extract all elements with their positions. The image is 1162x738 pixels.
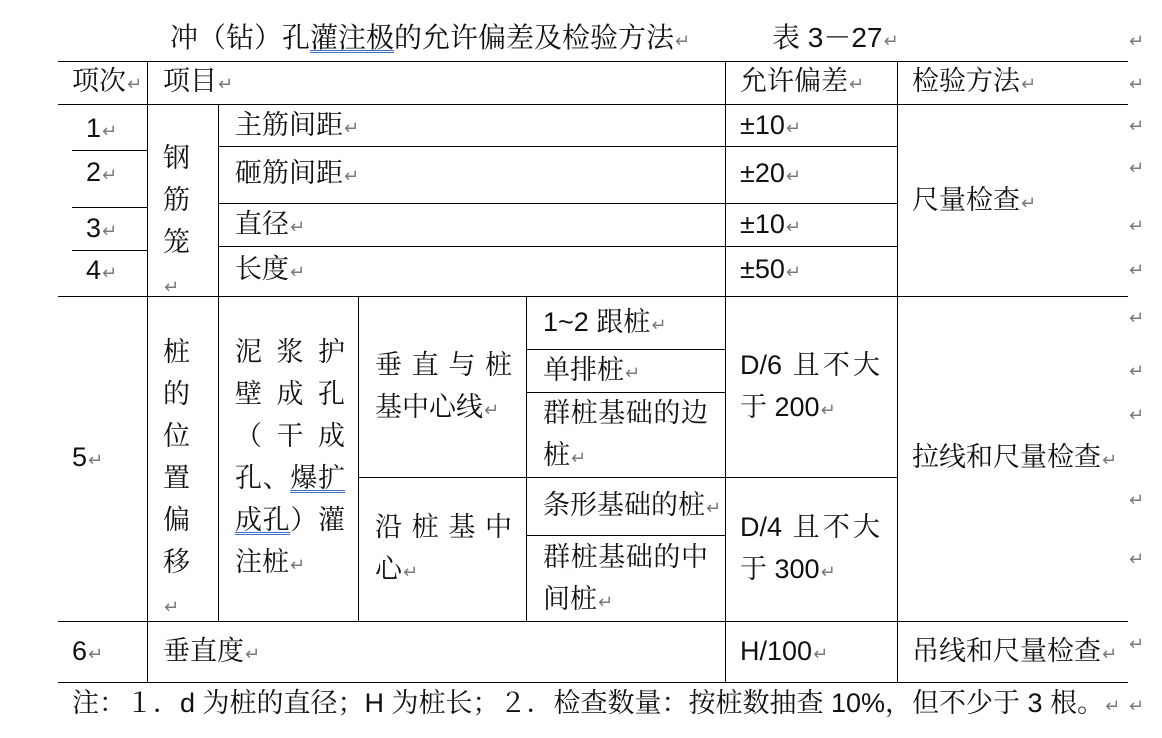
direction-2-label [375,506,512,594]
row-3-tolerance: ±10 ↵ [740,203,801,249]
text-line: 移 ↵ [163,541,193,629]
text-line: D/6 且不大 [740,350,880,380]
text-line: 桩 [163,337,190,367]
row-2-tolerance: ±20 ↵ [740,152,801,198]
table-rule-vertical [218,104,219,621]
text-line: 间桩 ↵ [543,578,708,624]
row-5-number: 5 ↵ [72,436,103,482]
end-of-row-mark [1128,476,1148,518]
position-group-label [163,331,193,629]
header-method: 检验方法 ↵ [912,60,1036,106]
row-4-number: 4 ↵ [86,249,117,295]
text-line: 群桩基础的边 [543,398,708,428]
row-6-tolerance: H/100 ↵ [740,630,828,676]
row-2-item: 砸筋间距 ↵ [235,152,359,198]
end-of-row-mark [1128,144,1148,186]
text-line: 于 200 ↵ [740,386,880,432]
text-line: 偏 [163,505,190,535]
text-line: 位 [163,421,190,451]
row-3-number: 3 ↵ [86,207,117,253]
direction-1-label [375,344,512,432]
end-of-row-mark [1128,535,1148,577]
text-line: 壁成孔 [235,379,345,409]
table-number: 表 3－27 ↵ [772,17,899,63]
pile-type [235,331,345,587]
row-6-number: 6 ↵ [72,630,103,676]
end-of-paragraph-mark [1128,682,1148,724]
end-of-row-mark [1128,620,1148,662]
direction-2-case-2 [543,536,708,624]
proofing-underline: 爆扩 [290,463,346,493]
row-2-number: 2 ↵ [86,151,117,197]
text-line: 置 [163,463,190,493]
table-rule-vertical [147,61,148,682]
row-3-item: 直径 ↵ [235,203,305,249]
end-of-row-mark [1128,347,1148,389]
row-1-tolerance: ±10 ↵ [740,104,801,150]
text-line: 群桩基础的中 [543,542,708,572]
text-line: 孔、爆扩 [235,463,346,493]
text-line: 钢 [163,143,190,173]
proofing-underline: 成孔 [235,505,291,535]
text-line: 心 ↵ [375,548,512,594]
text-line: 筋 [163,185,190,215]
cage-group-method: 尺量检查 ↵ [912,179,1036,225]
row-4-tolerance: ±50 ↵ [740,248,801,294]
text-line: D/4 且不大 [740,512,880,542]
row-6-method: 吊线和尺量检查 ↵ [912,630,1117,676]
header-item: 项目 ↵ [163,60,233,106]
row-1-number: 1 ↵ [86,107,117,153]
end-of-row-mark [1128,102,1148,144]
text-line: 沿桩基中 [375,512,512,542]
row-6-item: 垂直度 ↵ [163,630,260,676]
text-line: 垂直与桩 [375,350,512,380]
direction-1-case-3 [543,392,708,480]
position-group-method: 拉线和尺量检查 ↵ [912,436,1117,482]
row-1-item: 主筋间距 ↵ [235,104,359,150]
table-title: 冲（钻）孔灌注极的允许偏差及检验方法 ↵ [170,17,690,63]
table-rule-vertical [526,296,527,621]
direction-1-tolerance [740,344,880,432]
cage-group-label [163,137,193,309]
header-tolerance: 允许偏差 ↵ [740,60,864,106]
proofing-underline: 灌注极 [310,22,395,53]
text-line: 桩 ↵ [543,434,708,480]
table-rule-vertical [725,61,726,682]
end-of-row-mark [1128,391,1148,433]
end-of-row-mark [1128,246,1148,288]
text-line: 的 [163,379,190,409]
end-of-row-mark [1128,17,1148,59]
table-rule-vertical [358,296,359,621]
direction-1-case-1: 1~2 跟桩 ↵ [543,301,666,347]
text-line: 基中心线 ↵ [375,386,512,432]
text-line: 笼 ↵ [163,221,193,309]
text-line: （干成 [235,421,345,451]
end-of-row-mark [1128,60,1148,102]
header-number: 项次 ↵ [72,60,142,106]
text-line: 注桩 ↵ [235,541,345,587]
direction-2-tolerance [740,506,880,594]
text-line: 成孔）灌 [235,505,346,535]
direction-1-case-2: 单排桩 ↵ [543,349,640,395]
table-note: 注：１．d 为桩的直径；H 为桩长；２．检查数量：按桩数抽查 10%，但不少于 3 根。 ↵ [72,682,1120,728]
direction-2-case-1: 条形基础的桩 ↵ [543,484,721,530]
table-rule-vertical [897,61,898,682]
text-line: 于 300 ↵ [740,548,880,594]
end-of-row-mark [1128,202,1148,244]
row-4-item: 长度 ↵ [235,248,305,294]
text-line: 泥浆护 [235,337,345,367]
end-of-row-mark [1128,294,1148,336]
